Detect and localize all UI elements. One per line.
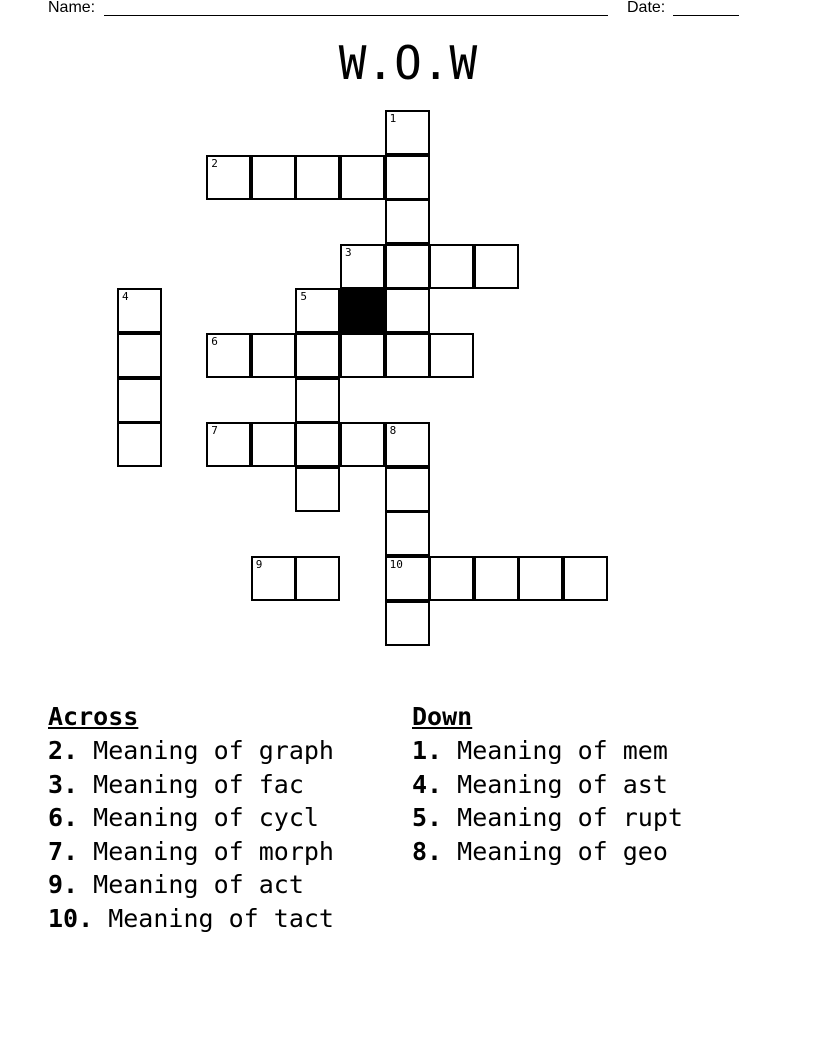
clue-number: 9 <box>255 558 263 571</box>
clue-number: 1. <box>412 736 443 765</box>
across-clue <box>48 868 334 902</box>
across-clue-list <box>48 734 334 935</box>
clue-number: 7 <box>211 424 218 438</box>
crossword-block-cell <box>340 288 385 333</box>
across-clue <box>48 902 334 936</box>
clue-number: 6. <box>48 803 79 832</box>
crossword-cell[interactable] <box>385 333 430 378</box>
clue-number: 2. <box>48 736 79 765</box>
down-heading: Down <box>412 702 473 731</box>
crossword-cell[interactable] <box>385 199 430 244</box>
clue-number: 7. <box>48 836 79 866</box>
down-clue <box>412 768 683 802</box>
clue-text: Meaning of fac <box>78 769 304 799</box>
crossword-cell[interactable] <box>295 378 340 423</box>
crossword-cell[interactable] <box>429 333 474 378</box>
crossword-cell[interactable] <box>340 422 385 467</box>
crossword-cell[interactable] <box>251 155 296 200</box>
across-clue <box>48 768 334 802</box>
worksheet-header <box>0 0 816 22</box>
crossword-cell[interactable] <box>206 333 251 378</box>
crossword-cell[interactable] <box>385 467 430 512</box>
crossword-cell[interactable] <box>385 110 430 155</box>
clue-number: 6 <box>211 335 218 348</box>
across-clue <box>48 734 334 768</box>
clue-text: Meaning of mem <box>442 736 668 765</box>
crossword-cell[interactable] <box>340 155 385 200</box>
clue-text: Meaning of ast <box>442 769 668 799</box>
crossword-cell[interactable] <box>251 422 296 467</box>
crossword-cell[interactable] <box>429 556 474 601</box>
crossword-cell[interactable] <box>206 422 251 467</box>
crossword-cell[interactable] <box>340 244 385 289</box>
crossword-cell[interactable] <box>295 155 340 200</box>
down-clues <box>412 700 683 868</box>
crossword-cell[interactable] <box>518 556 563 601</box>
across-heading: Across <box>48 702 139 731</box>
crossword-cell[interactable] <box>563 556 608 601</box>
crossword-cell[interactable] <box>385 422 430 467</box>
crossword-cell[interactable] <box>385 556 430 601</box>
crossword-cell[interactable] <box>295 422 340 467</box>
crossword-cell[interactable] <box>206 155 251 200</box>
across-clue <box>48 801 334 835</box>
clue-text: Meaning of geo <box>442 836 668 866</box>
page-title: W.O.W <box>338 36 478 90</box>
down-clue-list <box>412 734 683 868</box>
crossword-cell[interactable] <box>251 556 296 601</box>
crossword-cell[interactable] <box>474 244 519 289</box>
clue-text: Meaning of graph <box>78 736 334 765</box>
clue-number: 8 <box>389 424 397 438</box>
clue-number: 1 <box>389 112 397 125</box>
crossword-cell[interactable] <box>385 155 430 200</box>
clue-number: 3. <box>48 769 79 799</box>
crossword-cell[interactable] <box>295 333 340 378</box>
clue-number: 10 <box>389 558 403 571</box>
date-label: Date: <box>627 0 666 16</box>
crossword-cell[interactable] <box>385 511 430 556</box>
clue-number: 5 <box>300 290 308 304</box>
clue-text: Meaning of act <box>78 870 304 899</box>
crossword-cell[interactable] <box>474 556 519 601</box>
crossword-cell[interactable] <box>385 244 430 289</box>
down-clue <box>412 734 683 768</box>
clue-text: Meaning of morph <box>78 836 334 866</box>
crossword-cell[interactable] <box>295 556 340 601</box>
name-label: Name: <box>48 0 96 16</box>
clue-number: 9. <box>48 870 79 899</box>
clue-text: Meaning of cycl <box>78 803 319 832</box>
clue-number: 8. <box>412 836 443 866</box>
clue-text: Meaning of tact <box>93 903 334 933</box>
crossword-cell[interactable] <box>295 288 340 333</box>
crossword-cell[interactable] <box>340 333 385 378</box>
crossword-cell[interactable] <box>429 244 474 289</box>
name-line <box>104 15 608 16</box>
clue-number: 2 <box>211 156 218 170</box>
crossword-cell[interactable] <box>117 378 162 423</box>
crossword-cell[interactable] <box>295 467 340 512</box>
clue-number: 3 <box>345 245 352 259</box>
crossword-cell[interactable] <box>117 422 162 467</box>
across-clue <box>48 835 334 869</box>
crossword-cell[interactable] <box>117 288 162 333</box>
date-line <box>673 15 739 16</box>
crossword-cell[interactable] <box>251 333 296 378</box>
down-clue <box>412 801 683 835</box>
clue-text: Meaning of rupt <box>442 803 683 832</box>
crossword-cell[interactable] <box>385 288 430 333</box>
clue-number: 10. <box>48 903 94 933</box>
down-clue <box>412 835 683 869</box>
crossword-cell[interactable] <box>385 601 430 646</box>
clue-number: 4 <box>122 290 129 304</box>
clue-number: 5. <box>412 803 443 832</box>
across-clues <box>48 700 334 935</box>
clue-number: 4. <box>412 769 443 799</box>
crossword-cell[interactable] <box>117 333 162 378</box>
